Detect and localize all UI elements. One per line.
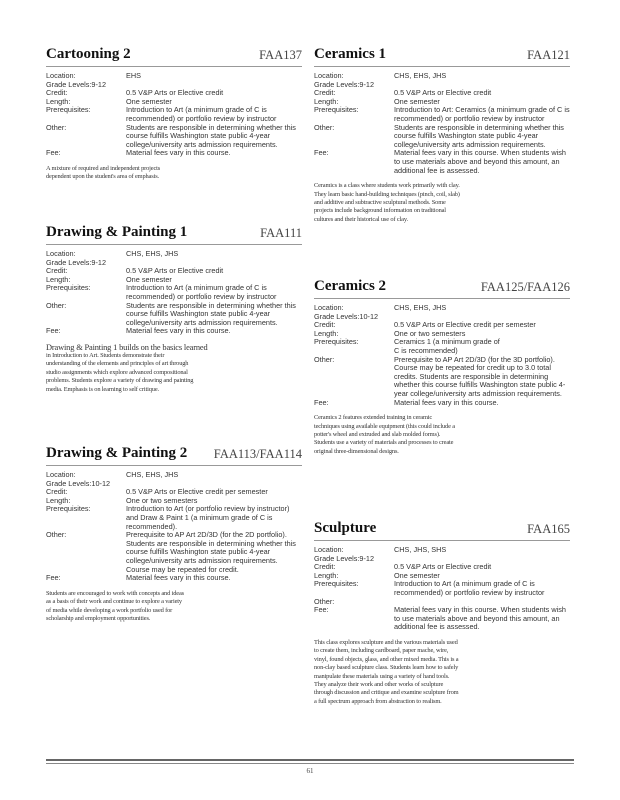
row-label: Location: xyxy=(314,71,344,80)
row-value: Material fees vary in this course. xyxy=(394,397,499,407)
course-title: Ceramics 1 xyxy=(314,46,387,62)
row-label: Fee: xyxy=(46,148,61,158)
row-label: Credit: xyxy=(314,88,336,98)
course-title: Cartooning 2 xyxy=(46,46,131,62)
course-code: FAA121 xyxy=(527,48,570,62)
row-value: 0.5 V&P Arts or Elective credit xyxy=(394,88,492,98)
row-label: Credit: xyxy=(46,487,68,497)
row-label: Fee: xyxy=(314,605,329,615)
row-label: Length: xyxy=(46,495,71,505)
row-prerequisites xyxy=(314,106,570,123)
row-credit xyxy=(314,563,570,572)
row-label: Grade Levels:9-12 xyxy=(314,79,375,89)
row-value: EHS xyxy=(126,71,142,80)
row-prerequisites xyxy=(314,338,570,355)
row-label: Length: xyxy=(314,328,339,338)
row-value: One or two semesters xyxy=(126,495,198,505)
course-description: Ceramics is a class where students work primarily with clay. They learn basic hand-building techniques (pinch, coil, slab) and additive and subtractive sculptural methods. Some projects include background information on traditional cultures and their historical use of clay. xyxy=(314,182,460,223)
row-value: Introduction to Art (a minimum grade of C is recommended) or portfolio review by instructor xyxy=(126,105,277,123)
course-title: Drawing & Painting 1 xyxy=(46,224,188,240)
row-fee xyxy=(314,399,570,408)
course-ceramics-1 xyxy=(314,44,570,224)
course-title: Sculpture xyxy=(314,520,377,536)
row-value: 0.5 V&P Arts or Elective credit per semester xyxy=(126,487,268,497)
row-value: Ceramics 1 (a minimum grade of C is recommended) xyxy=(394,337,500,355)
course-header xyxy=(314,518,570,541)
row-label: Credit: xyxy=(314,562,336,572)
row-prerequisites xyxy=(314,580,570,597)
course-header xyxy=(46,44,302,67)
course-code: FAA111 xyxy=(260,226,302,240)
course-header xyxy=(46,443,302,466)
course-header xyxy=(46,222,302,245)
row-fee xyxy=(46,574,302,583)
row-label: Length: xyxy=(46,274,71,284)
row-fee xyxy=(46,327,302,336)
course-drawing-painting-2 xyxy=(46,443,302,623)
row-label: Other: xyxy=(314,596,335,606)
row-label: Prerequisites: xyxy=(314,105,359,115)
course-code: FAA113/FAA114 xyxy=(213,447,302,461)
course-description xyxy=(46,343,246,394)
row-label: Other: xyxy=(46,530,67,540)
course-description: Ceramics 2 features extended training in ceramic techniques using available equipment (this could include a potter's wheel and extruded and slab molded forms). Students use a variety of materials and processes to create original three-dimensional designs. xyxy=(314,414,455,455)
row-value: CHS, EHS, JHS xyxy=(126,470,179,479)
row-other xyxy=(46,124,302,150)
row-prerequisites xyxy=(46,505,302,531)
course-description: Students are encouraged to work with concepts and ideas as a basis of their work and continue to explore a variety of media while developing a work portfolio used for scholarship and employment opportunities. xyxy=(46,589,184,622)
row-label: Other: xyxy=(46,300,67,310)
row-label: Grade Levels:9-12 xyxy=(46,79,107,89)
row-value: Material fees vary in this course. When students wish to use materials above and beyond this amount, an additional fee is assessed. xyxy=(394,605,566,632)
row-label: Location: xyxy=(314,303,344,312)
row-label: Location: xyxy=(314,545,344,554)
row-value: Introduction to Art (or portfolio review by instructor) and Draw & Paint 1 (a minimum grade of C is recommended). xyxy=(126,504,290,531)
course-ceramics-2 xyxy=(314,276,570,456)
course-sculpture xyxy=(314,518,570,706)
row-value: Material fees vary in this course. When students wish to use materials above and beyond this amount, an additional fee is assessed. xyxy=(394,148,566,175)
row-label: Length: xyxy=(46,96,71,106)
row-value: One or two semesters xyxy=(394,328,466,338)
row-label: Prerequisites: xyxy=(46,105,91,115)
row-label: Length: xyxy=(314,570,339,580)
row-other xyxy=(46,302,302,328)
row-value: Material fees vary in this course. xyxy=(126,326,231,336)
course-code: FAA125/FAA126 xyxy=(480,280,570,294)
row-value: 0.5 V&P Arts or Elective credit xyxy=(126,266,224,276)
row-label: Credit: xyxy=(314,320,336,330)
course-code: FAA165 xyxy=(527,522,570,536)
row-value: Material fees vary in this course. xyxy=(126,148,231,158)
row-label: Location: xyxy=(46,470,76,479)
row-value: CHS, EHS, JHS xyxy=(126,249,179,258)
row-label: Fee: xyxy=(46,573,61,583)
row-credit xyxy=(46,89,302,98)
row-label: Grade Levels:9-12 xyxy=(314,553,375,563)
row-value: Material fees vary in this course. xyxy=(126,573,231,583)
row-credit xyxy=(314,89,570,98)
course-description-body: in Introduction to Art. Students demonstrate their understanding of the elements and principles of art through studio assignments which explore advanced compositional problems. Students explore a variety of drawing and painting media. Emphasis is on learning to self critique. xyxy=(46,351,194,393)
row-label: Grade Levels:10-12 xyxy=(314,311,379,321)
row-label: Credit: xyxy=(46,266,68,276)
row-other xyxy=(314,124,570,150)
course-header xyxy=(314,44,570,67)
row-label: Other: xyxy=(314,354,335,364)
course-title: Ceramics 2 xyxy=(314,278,387,294)
row-value: CHS, EHS, JHS xyxy=(394,303,447,312)
course-description: A mixture of required and independent projects dependent upon the student's area of emphasis. xyxy=(46,164,161,181)
row-fee xyxy=(46,149,302,158)
course-description: This class explores sculpture and the various materials used to create them, including cardboard, paper mache, wire, vinyl, found objects, glass, and other mixed media. This is a non-clay based sculpture class. Students learn how to safely manipulate these materials using a variety of hand tools. They analyze their work and other works of sculpture through discussion and critique and examine sculpture from a full spectrum approach from abstraction to realism. xyxy=(314,638,459,705)
row-value: Introduction to Art: Ceramics (a minimum grade of C is recommended) or portfolio review by instructor xyxy=(394,105,570,123)
row-label: Location: xyxy=(46,71,76,80)
row-value: Introduction to Art (a minimum grade of C is recommended) or portfolio review by instructor xyxy=(394,579,545,597)
row-label: Prerequisites: xyxy=(314,579,359,589)
row-value: One semester xyxy=(126,274,172,284)
row-fee xyxy=(314,149,570,175)
row-label: Fee: xyxy=(46,326,61,336)
course-title: Drawing & Painting 2 xyxy=(46,445,188,461)
row-label: Prerequisites: xyxy=(46,283,91,293)
row-value: Prerequisite to AP Art 2D/3D (for the 2D portfolio). Students are responsible in determining whether this course fulfills Washington state public 4-year college/university arts admission requirements. Course may be repeated for credit. xyxy=(126,530,296,574)
row-value: One semester xyxy=(394,96,440,106)
row-label: Fee: xyxy=(314,397,329,407)
row-prerequisites xyxy=(46,284,302,301)
course-cartooning-2 xyxy=(46,44,302,182)
row-label: Prerequisites: xyxy=(46,504,91,514)
row-label: Location: xyxy=(46,249,76,258)
row-value: CHS, JHS, SHS xyxy=(394,545,447,554)
course-header xyxy=(314,276,570,299)
footer-divider xyxy=(46,759,574,761)
course-description-lead: Drawing & Painting 1 builds on the basics learned xyxy=(46,342,208,352)
row-value: Introduction to Art (a minimum grade of C is recommended) or portfolio review by instructor xyxy=(126,283,277,301)
row-label: Other: xyxy=(46,122,67,132)
row-label: Credit: xyxy=(46,88,68,98)
row-label: Other: xyxy=(314,122,335,132)
row-value: 0.5 V&P Arts or Elective credit xyxy=(126,88,224,98)
footer-divider xyxy=(46,763,574,764)
row-value: One semester xyxy=(126,96,172,106)
row-value: 0.5 V&P Arts or Elective credit per semester xyxy=(394,320,536,330)
row-prerequisites xyxy=(46,106,302,123)
row-other xyxy=(314,356,570,399)
row-label: Grade Levels:10-12 xyxy=(46,478,111,488)
row-fee xyxy=(314,606,570,632)
row-label: Prerequisites: xyxy=(314,337,359,347)
course-drawing-painting-1 xyxy=(46,222,302,394)
row-label: Fee: xyxy=(314,148,329,158)
page-number: 61 xyxy=(306,767,314,775)
row-value: Students are responsible in determining whether this course fulfills Washington state public 4-year college/university arts admission requirements. xyxy=(126,122,296,149)
row-value: Prerequisite to AP Art 2D/3D (for the 3D portfolio). Course may be repeated for credit up to 3.0 total credits. Students are responsible in determining whether this course fulfills Washington state public 4-year college/university arts admission requirements. xyxy=(394,354,566,398)
row-label: Length: xyxy=(314,96,339,106)
row-credit xyxy=(46,267,302,276)
course-code: FAA137 xyxy=(259,48,302,62)
row-value: Students are responsible in determining whether this course fulfills Washington state public 4-year college/university arts admission requirements. xyxy=(126,300,296,327)
row-other xyxy=(46,531,302,574)
row-value: 0.5 V&P Arts or Elective credit xyxy=(394,562,492,572)
row-value: CHS, EHS, JHS xyxy=(394,71,447,80)
row-value: Students are responsible in determining whether this course fulfills Washington state public 4-year college/university arts admission requirements. xyxy=(394,122,564,149)
row-label: Grade Levels:9-12 xyxy=(46,257,107,267)
row-value: One semester xyxy=(394,570,440,580)
